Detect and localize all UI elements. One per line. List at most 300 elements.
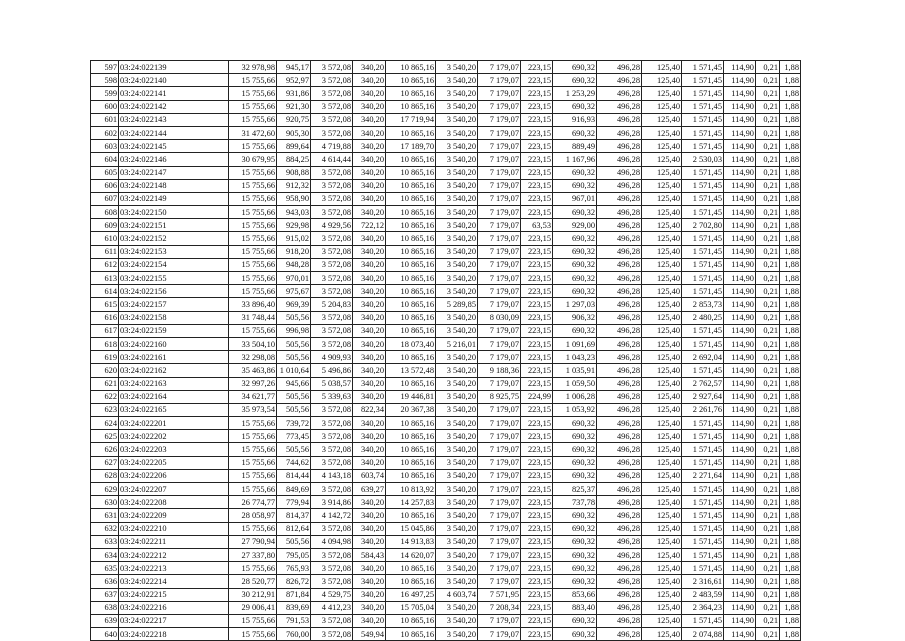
table-row (91, 403, 801, 416)
table-cell: 690,32 (553, 179, 597, 192)
table-cell: 1,88 (780, 166, 801, 179)
table-cell: 125,40 (642, 430, 682, 443)
table-cell: 3 540,20 (436, 285, 478, 298)
table-cell: 915,02 (277, 232, 311, 245)
table-cell: 32 298,08 (229, 351, 277, 364)
table-cell: 929,98 (277, 219, 311, 232)
table-cell: 496,28 (597, 206, 642, 219)
table-cell: 03:24:022203 (119, 443, 229, 456)
table-cell: 505,56 (277, 351, 311, 364)
table-cell: 15 755,66 (229, 562, 277, 575)
table-cell: 1,88 (780, 377, 801, 390)
table-cell: 690,32 (553, 206, 597, 219)
table-cell: 10 865,16 (386, 100, 436, 113)
table-cell: 114,90 (724, 430, 756, 443)
table-cell: 223,15 (521, 614, 553, 627)
table-cell: 1,88 (780, 548, 801, 561)
table-cell: 340,20 (353, 324, 386, 337)
table-cell: 1 091,69 (553, 337, 597, 350)
table-cell: 3 572,08 (311, 113, 353, 126)
table-cell: 496,28 (597, 417, 642, 430)
table-cell: 1 571,45 (682, 509, 724, 522)
table-cell: 3 540,20 (436, 192, 478, 205)
table-cell: 223,15 (521, 61, 553, 74)
table-cell: 223,15 (521, 456, 553, 469)
table-cell: 1,88 (780, 245, 801, 258)
table-cell: 598 (91, 74, 119, 87)
table-cell: 931,86 (277, 87, 311, 100)
table-cell: 0,21 (756, 337, 780, 350)
table-cell: 27 337,80 (229, 548, 277, 561)
table-cell: 114,90 (724, 364, 756, 377)
table-cell: 223,15 (521, 192, 553, 205)
table-cell: 5 216,01 (436, 337, 478, 350)
table-cell: 125,40 (642, 562, 682, 575)
table-row (91, 219, 801, 232)
table-cell: 223,15 (521, 126, 553, 139)
table-cell: 496,28 (597, 509, 642, 522)
table-cell: 10 813,92 (386, 483, 436, 496)
table-cell: 627 (91, 456, 119, 469)
table-cell: 0,21 (756, 87, 780, 100)
table-cell: 114,90 (724, 245, 756, 258)
table-cell: 7 179,07 (478, 496, 521, 509)
table-cell: 03:24:022206 (119, 469, 229, 482)
table-cell: 496,28 (597, 324, 642, 337)
table-cell: 690,32 (553, 285, 597, 298)
table-cell: 635 (91, 562, 119, 575)
table-cell: 03:24:022215 (119, 588, 229, 601)
table-cell: 5 339,63 (311, 390, 353, 403)
table-cell: 223,15 (521, 588, 553, 601)
table-cell: 3 540,20 (436, 166, 478, 179)
table-cell: 905,30 (277, 126, 311, 139)
table-cell: 1,88 (780, 417, 801, 430)
table-cell: 03:24:022216 (119, 601, 229, 614)
table-cell: 1 571,45 (682, 324, 724, 337)
table-cell: 26 774,77 (229, 496, 277, 509)
table-cell: 3 540,20 (436, 311, 478, 324)
table-cell: 3 572,08 (311, 272, 353, 285)
table-cell: 945,17 (277, 61, 311, 74)
table-cell: 496,28 (597, 628, 642, 641)
table-cell: 826,72 (277, 575, 311, 588)
table-cell: 1,88 (780, 614, 801, 627)
table-cell: 822,34 (353, 403, 386, 416)
table-cell: 30 212,91 (229, 588, 277, 601)
table-cell: 0,21 (756, 179, 780, 192)
table-cell: 29 006,41 (229, 601, 277, 614)
table-cell: 7 179,07 (478, 509, 521, 522)
table-cell: 1 571,45 (682, 417, 724, 430)
table-cell: 223,15 (521, 548, 553, 561)
table-cell: 7 179,07 (478, 337, 521, 350)
table-cell: 505,56 (277, 443, 311, 456)
table-cell: 884,25 (277, 153, 311, 166)
table-cell: 1 571,45 (682, 206, 724, 219)
table-cell: 10 865,16 (386, 232, 436, 245)
table-cell: 0,21 (756, 377, 780, 390)
table-cell: 0,21 (756, 192, 780, 205)
table-cell: 603 (91, 140, 119, 153)
table-cell: 853,66 (553, 588, 597, 601)
table-cell: 7 179,07 (478, 100, 521, 113)
table-row (91, 522, 801, 535)
table-cell: 3 540,20 (436, 140, 478, 153)
table-cell: 125,40 (642, 364, 682, 377)
table-cell: 114,90 (724, 351, 756, 364)
table-cell: 1 571,45 (682, 232, 724, 245)
table-cell: 690,32 (553, 535, 597, 548)
table-cell: 114,90 (724, 100, 756, 113)
table-cell: 125,40 (642, 100, 682, 113)
table-cell: 629 (91, 483, 119, 496)
table-cell: 114,90 (724, 601, 756, 614)
table-row (91, 61, 801, 74)
table-cell: 0,21 (756, 430, 780, 443)
table-cell: 7 179,07 (478, 377, 521, 390)
table-cell: 223,15 (521, 206, 553, 219)
table-cell: 7 179,07 (478, 456, 521, 469)
table-cell: 340,20 (353, 509, 386, 522)
table-cell: 15 755,66 (229, 469, 277, 482)
table-cell: 10 865,16 (386, 74, 436, 87)
table-cell: 0,21 (756, 100, 780, 113)
table-cell: 17 719,94 (386, 113, 436, 126)
table-cell: 618 (91, 337, 119, 350)
table-cell: 03:24:022201 (119, 417, 229, 430)
table-cell: 0,21 (756, 588, 780, 601)
table-cell: 5 289,85 (436, 298, 478, 311)
table-cell: 825,37 (553, 483, 597, 496)
table-cell: 1,88 (780, 483, 801, 496)
table-cell: 3 540,20 (436, 535, 478, 548)
table-cell: 114,90 (724, 311, 756, 324)
table-cell: 03:24:022154 (119, 258, 229, 271)
table-cell: 0,21 (756, 390, 780, 403)
table-cell: 340,20 (353, 285, 386, 298)
table-cell: 223,15 (521, 258, 553, 271)
table-cell: 0,21 (756, 496, 780, 509)
table-cell: 1 053,92 (553, 403, 597, 416)
table-cell: 597 (91, 61, 119, 74)
table-cell: 1 571,45 (682, 337, 724, 350)
table-cell: 3 540,20 (436, 614, 478, 627)
table-cell: 03:24:022150 (119, 206, 229, 219)
table-cell: 340,20 (353, 417, 386, 430)
table-cell: 604 (91, 153, 119, 166)
table-cell: 125,40 (642, 496, 682, 509)
table-cell: 7 179,07 (478, 61, 521, 74)
table-cell: 114,90 (724, 179, 756, 192)
table-cell: 15 755,66 (229, 417, 277, 430)
table-cell: 35 463,86 (229, 364, 277, 377)
table-cell: 114,90 (724, 390, 756, 403)
table-cell: 690,32 (553, 74, 597, 87)
table-cell: 0,21 (756, 548, 780, 561)
table-cell: 03:24:022211 (119, 535, 229, 548)
table-cell: 605 (91, 166, 119, 179)
table-cell: 0,21 (756, 443, 780, 456)
table-cell: 1,88 (780, 311, 801, 324)
table-cell: 814,44 (277, 469, 311, 482)
table-cell: 114,90 (724, 628, 756, 641)
table-cell: 1,88 (780, 562, 801, 575)
table-cell: 1,88 (780, 390, 801, 403)
table-cell: 125,40 (642, 628, 682, 641)
table-cell: 620 (91, 364, 119, 377)
table-cell: 3 540,20 (436, 601, 478, 614)
table-cell: 03:24:022165 (119, 403, 229, 416)
table-cell: 3 540,20 (436, 522, 478, 535)
table-cell: 1,88 (780, 61, 801, 74)
table-cell: 639 (91, 614, 119, 627)
table-cell: 33 896,40 (229, 298, 277, 311)
table-cell: 975,67 (277, 285, 311, 298)
table-cell: 1,88 (780, 509, 801, 522)
table-cell: 690,32 (553, 61, 597, 74)
table-cell: 10 865,16 (386, 245, 436, 258)
table-cell: 30 679,95 (229, 153, 277, 166)
table-cell: 3 540,20 (436, 113, 478, 126)
table-cell: 223,15 (521, 113, 553, 126)
table-cell: 7 179,07 (478, 548, 521, 561)
table-cell: 2 762,57 (682, 377, 724, 390)
table-cell: 969,39 (277, 298, 311, 311)
table-cell: 114,90 (724, 509, 756, 522)
table-cell: 0,21 (756, 153, 780, 166)
table-cell: 908,88 (277, 166, 311, 179)
table-cell: 0,21 (756, 483, 780, 496)
table-cell: 622 (91, 390, 119, 403)
table-cell: 7 179,07 (478, 179, 521, 192)
table-cell: 125,40 (642, 548, 682, 561)
table-cell: 32 978,98 (229, 61, 277, 74)
table-cell: 340,20 (353, 496, 386, 509)
table-cell: 03:24:022217 (119, 614, 229, 627)
table-cell: 1,88 (780, 206, 801, 219)
table-cell: 223,15 (521, 575, 553, 588)
table-cell: 1,88 (780, 324, 801, 337)
table-cell: 03:24:022218 (119, 628, 229, 641)
table-cell: 10 865,16 (386, 285, 436, 298)
table-cell: 3 572,08 (311, 628, 353, 641)
table-cell: 19 446,81 (386, 390, 436, 403)
table-cell: 614 (91, 285, 119, 298)
table-cell: 3 572,08 (311, 74, 353, 87)
table-cell: 906,32 (553, 311, 597, 324)
table-cell: 125,40 (642, 614, 682, 627)
table-cell: 496,28 (597, 179, 642, 192)
table-cell: 125,40 (642, 456, 682, 469)
table-cell: 340,20 (353, 258, 386, 271)
table-cell: 1 571,45 (682, 285, 724, 298)
table-cell: 496,28 (597, 496, 642, 509)
table-cell: 340,20 (353, 140, 386, 153)
table-cell: 1 571,45 (682, 430, 724, 443)
table-row (91, 351, 801, 364)
table-cell: 10 865,16 (386, 258, 436, 271)
table-cell: 7 571,95 (478, 588, 521, 601)
table-row (91, 430, 801, 443)
table-cell: 7 179,07 (478, 298, 521, 311)
table-cell: 03:24:022158 (119, 311, 229, 324)
table-cell: 03:24:022213 (119, 562, 229, 575)
table-cell: 3 540,20 (436, 206, 478, 219)
table-cell: 3 572,08 (311, 232, 353, 245)
table-cell: 630 (91, 496, 119, 509)
table-cell: 03:24:022209 (119, 509, 229, 522)
table-cell: 03:24:022208 (119, 496, 229, 509)
table-cell: 3 572,08 (311, 206, 353, 219)
table-cell: 690,32 (553, 456, 597, 469)
table-cell: 1,88 (780, 443, 801, 456)
table-cell: 612 (91, 258, 119, 271)
table-cell: 15 755,66 (229, 628, 277, 641)
table-cell: 114,90 (724, 496, 756, 509)
table-cell: 1,88 (780, 126, 801, 139)
table-cell: 496,28 (597, 337, 642, 350)
table-cell: 223,15 (521, 87, 553, 100)
table-cell: 496,28 (597, 535, 642, 548)
table-cell: 496,28 (597, 522, 642, 535)
table-row (91, 298, 801, 311)
table-cell: 340,20 (353, 562, 386, 575)
table-cell: 03:24:022142 (119, 100, 229, 113)
table-cell: 791,53 (277, 614, 311, 627)
table-cell: 15 755,66 (229, 443, 277, 456)
table-cell: 7 179,07 (478, 140, 521, 153)
table-cell: 0,21 (756, 324, 780, 337)
table-cell: 3 572,08 (311, 245, 353, 258)
table-cell: 63,53 (521, 219, 553, 232)
table-cell: 3 540,20 (436, 456, 478, 469)
table-cell: 125,40 (642, 153, 682, 166)
table-cell: 223,15 (521, 377, 553, 390)
table-cell: 496,28 (597, 390, 642, 403)
table-cell: 340,20 (353, 456, 386, 469)
table-row (91, 272, 801, 285)
table-cell: 0,21 (756, 614, 780, 627)
table-cell: 340,20 (353, 351, 386, 364)
table-cell: 1 571,45 (682, 74, 724, 87)
table-cell: 496,28 (597, 61, 642, 74)
table-cell: 340,20 (353, 535, 386, 548)
table-cell: 03:24:022140 (119, 74, 229, 87)
table-cell: 7 179,07 (478, 443, 521, 456)
table-cell: 4 142,72 (311, 509, 353, 522)
table-cell: 15 755,66 (229, 192, 277, 205)
table-cell: 340,20 (353, 100, 386, 113)
table-cell: 0,21 (756, 166, 780, 179)
table-cell: 0,21 (756, 601, 780, 614)
table-cell: 505,56 (277, 311, 311, 324)
table-cell: 631 (91, 509, 119, 522)
table-cell: 03:24:022159 (119, 324, 229, 337)
table-cell: 505,56 (277, 390, 311, 403)
table-cell: 3 572,08 (311, 285, 353, 298)
table-cell: 958,90 (277, 192, 311, 205)
table-cell: 03:24:022147 (119, 166, 229, 179)
table-cell: 3 572,08 (311, 337, 353, 350)
table-cell: 13 572,48 (386, 364, 436, 377)
table-cell: 03:24:022210 (119, 522, 229, 535)
table-cell: 0,21 (756, 232, 780, 245)
table-cell: 03:24:022151 (119, 219, 229, 232)
table-cell: 1 571,45 (682, 548, 724, 561)
table-cell: 114,90 (724, 535, 756, 548)
table-cell: 0,21 (756, 126, 780, 139)
table-cell: 125,40 (642, 113, 682, 126)
table-cell: 496,28 (597, 614, 642, 627)
table-cell: 125,40 (642, 140, 682, 153)
table-cell: 1 167,96 (553, 153, 597, 166)
table-cell: 918,20 (277, 245, 311, 258)
table-cell: 114,90 (724, 575, 756, 588)
table-cell: 1,88 (780, 403, 801, 416)
table-cell: 10 865,16 (386, 298, 436, 311)
table-cell: 3 540,20 (436, 417, 478, 430)
table-cell: 114,90 (724, 614, 756, 627)
table-cell: 15 755,66 (229, 285, 277, 298)
table-cell: 795,05 (277, 548, 311, 561)
table-cell: 849,69 (277, 483, 311, 496)
table-cell: 0,21 (756, 628, 780, 641)
table-cell: 739,72 (277, 417, 311, 430)
table-cell: 496,28 (597, 469, 642, 482)
table-cell: 0,21 (756, 522, 780, 535)
table-cell: 602 (91, 126, 119, 139)
table-cell: 31 748,44 (229, 311, 277, 324)
table-row (91, 206, 801, 219)
table-cell: 3 572,08 (311, 126, 353, 139)
table-cell: 7 179,07 (478, 126, 521, 139)
table-cell: 0,21 (756, 272, 780, 285)
table-cell: 496,28 (597, 601, 642, 614)
table-row (91, 509, 801, 522)
table-cell: 340,20 (353, 575, 386, 588)
table-cell: 223,15 (521, 562, 553, 575)
table-cell: 496,28 (597, 588, 642, 601)
table-cell: 638 (91, 601, 119, 614)
table-cell: 125,40 (642, 61, 682, 74)
table-cell: 7 179,07 (478, 285, 521, 298)
table-cell: 7 179,07 (478, 74, 521, 87)
table-cell: 619 (91, 351, 119, 364)
table-cell: 1 571,45 (682, 87, 724, 100)
table-cell: 1,88 (780, 601, 801, 614)
table-cell: 15 755,66 (229, 258, 277, 271)
table-cell: 114,90 (724, 140, 756, 153)
table-cell: 03:24:022144 (119, 126, 229, 139)
table-cell: 496,28 (597, 100, 642, 113)
table-cell: 15 755,66 (229, 272, 277, 285)
table-cell: 3 540,20 (436, 61, 478, 74)
table-row (91, 285, 801, 298)
table-cell: 3 540,20 (436, 245, 478, 258)
table-cell: 3 540,20 (436, 430, 478, 443)
table-cell: 3 540,20 (436, 575, 478, 588)
table-cell: 223,15 (521, 417, 553, 430)
table-row (91, 601, 801, 614)
table-cell: 496,28 (597, 87, 642, 100)
table-cell: 114,90 (724, 206, 756, 219)
table-cell: 3 572,08 (311, 548, 353, 561)
table-cell: 7 179,07 (478, 245, 521, 258)
table-cell: 03:24:022152 (119, 232, 229, 245)
table-cell: 10 865,16 (386, 443, 436, 456)
table-cell: 7 179,07 (478, 575, 521, 588)
